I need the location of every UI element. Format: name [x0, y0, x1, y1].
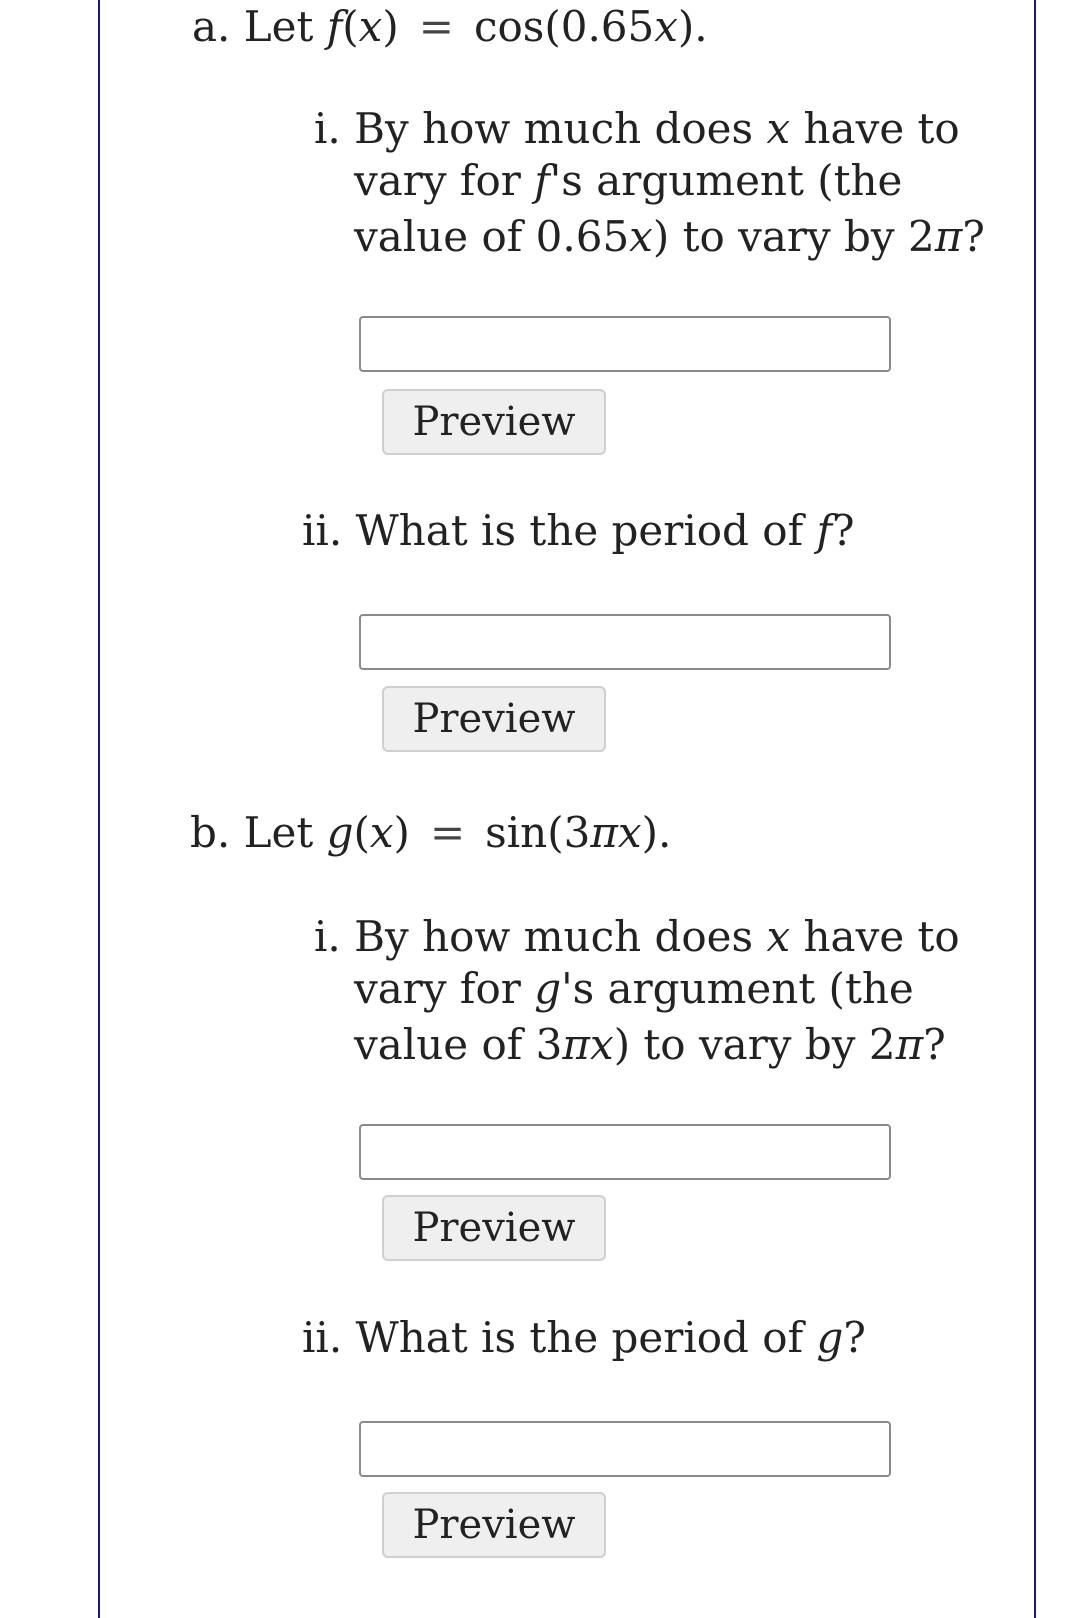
part-b-expr-pi: π	[590, 808, 618, 857]
part-b-q2-qmark: ?	[843, 1313, 866, 1362]
part-a-q1-text-1a: i. By how much does	[314, 104, 754, 153]
part-a-func-name: f	[326, 2, 343, 51]
part-b-q1-var-3: x	[590, 1020, 614, 1069]
part-a-q1-text-3b: ) to vary by	[652, 212, 895, 261]
part-b-q1-text-1a: i. By how much does	[314, 912, 754, 961]
part-a-expr-fn: cos	[473, 2, 545, 51]
part-a-q1-text-2b: 's argument (the	[549, 156, 903, 205]
part-b-q1-line1	[314, 912, 960, 961]
part-a-q1-text-2a: vary for	[354, 156, 521, 205]
part-b-q1-text-1b: have to	[803, 912, 960, 961]
part-a-expr-var: x	[654, 2, 678, 51]
part-b-q1-line3	[354, 1020, 946, 1069]
part-b-q1-text-2a: vary for	[354, 964, 521, 1013]
part-b-q2	[302, 1313, 866, 1362]
part-a-q1-fn: f	[534, 156, 550, 205]
part-b-q1-var-1: x	[766, 912, 791, 961]
part-b-q1-text-2b: 's argument (the	[561, 964, 914, 1013]
part-b-q1-line2	[354, 964, 914, 1013]
part-b-q1-arg: 3	[535, 1020, 563, 1069]
part-b-q2-text: ii. What is the period of	[302, 1313, 804, 1362]
preview-button-b-i[interactable]: Preview	[382, 1195, 606, 1261]
part-b-q1-text-3b: ) to vary by	[613, 1020, 856, 1069]
part-a-q1-arg: 0.65	[535, 212, 630, 261]
part-a-q2-fn: f	[816, 506, 833, 555]
part-a-q1-qmark: ?	[962, 212, 985, 261]
part-b-expr-var: x	[617, 808, 642, 857]
part-a-func-var: x	[358, 2, 383, 51]
part-a-q1-line3	[354, 212, 985, 261]
part-a-q1-text-3a: value of	[354, 212, 523, 261]
part-a-q1-line2	[354, 156, 903, 205]
part-a-q1-text-1b: have to	[803, 104, 960, 153]
answer-input-b-ii[interactable]	[359, 1421, 891, 1477]
part-b-label: b. Let	[190, 808, 314, 857]
part-b-q1-text-3a: value of	[354, 1020, 523, 1069]
part-a-label: a. Let	[192, 2, 314, 51]
part-a-q2-text: ii. What is the period of	[302, 506, 804, 555]
part-b-q2-fn: g	[816, 1313, 844, 1362]
part-b-expr-arg: 3	[563, 808, 591, 857]
part-a-q2-qmark: ?	[832, 506, 855, 555]
preview-button-a-ii[interactable]: Preview	[382, 686, 606, 752]
part-a-heading: a. Let f(x) = cos(0.65x).	[192, 2, 708, 51]
answer-input-a-i[interactable]	[359, 316, 891, 372]
part-b-q1-qmark: ?	[923, 1020, 946, 1069]
part-b-q1-pi-arg: π	[562, 1020, 590, 1069]
part-a-q1-line1	[314, 104, 960, 153]
part-b-q1-fn: g	[534, 964, 562, 1013]
part-b-q1-pi: π	[895, 1020, 924, 1069]
part-a-expr-arg: 0.65	[560, 2, 655, 51]
answer-input-b-i[interactable]	[359, 1124, 891, 1180]
part-a-q1-var-3: x	[629, 212, 653, 261]
part-b-q1-two: 2	[868, 1020, 896, 1069]
part-b-func-var: x	[369, 808, 394, 857]
preview-button-b-ii[interactable]: Preview	[382, 1492, 606, 1558]
part-a-q1-pi: π	[934, 212, 963, 261]
part-b-heading: b. Let g(x) = sin(3πx).	[190, 808, 672, 857]
part-a-q1-var-1: x	[766, 104, 791, 153]
answer-input-a-ii[interactable]	[359, 614, 891, 670]
part-b-expr-fn: sin	[485, 808, 548, 857]
part-b-func-name: g	[326, 808, 354, 857]
preview-button-a-i[interactable]: Preview	[382, 389, 606, 455]
part-a-q2	[302, 506, 855, 555]
part-a-q1-two: 2	[908, 212, 935, 261]
